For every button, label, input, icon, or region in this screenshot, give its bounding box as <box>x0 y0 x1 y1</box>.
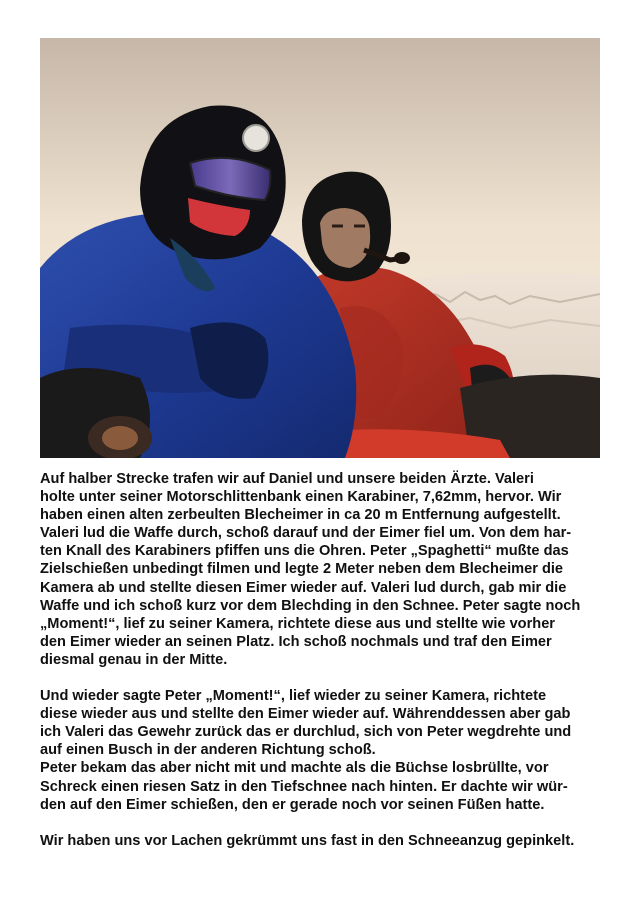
text-line: den Eimer wieder an seinen Platz. Ich schoß nochmals und traf den Eimer <box>40 633 552 650</box>
paragraph-1 <box>40 470 602 669</box>
text-line: holte unter seiner Motorschlittenbank einen Karabiner, 7,62mm, hervor. Wir <box>40 489 562 506</box>
paragraph-2 <box>40 687 602 814</box>
paragraph-3 <box>40 832 602 850</box>
text-line: haben einen alten zerbeulten Blecheimer in ca 20 m Entfernung aufgestellt. <box>40 507 561 524</box>
text-line: den auf den Eimer schießen, den er gerade noch vor seinen Füßen hatte. <box>40 796 545 813</box>
text-line: Valeri lud die Waffe durch, schoß darauf und der Eimer fiel um. Von dem har- <box>40 525 572 542</box>
text-line: auf einen Busch in der anderen Richtung schoß. <box>40 742 376 759</box>
text-line: Waffe und ich schoß kurz vor dem Blechding in den Schnee. Peter sagte noch <box>40 597 581 614</box>
text-line: Peter bekam das aber nicht mit und machte als die Büchse losbrüllte, vor <box>40 760 549 777</box>
story-text <box>40 470 602 850</box>
photo-two-people-in-snow <box>40 38 600 458</box>
text-line: Schreck einen riesen Satz in den Tiefschnee nach hinten. Er dachte wir wür- <box>40 778 568 795</box>
text-line: Kamera ab und stellte diesen Eimer wieder auf. Valeri lud durch, gab mir die <box>40 579 567 596</box>
text-line: diesmal genau in der Mitte. <box>40 651 228 668</box>
text-line: diese wieder aus und stellte den Eimer wieder auf. Währenddessen aber gab <box>40 706 571 723</box>
photo-illustration <box>40 38 600 458</box>
text-line: Und wieder sagte Peter „Moment!“, lief wieder zu seiner Kamera, richtete <box>40 688 547 705</box>
text-line: „Moment!“, lief zu seiner Kamera, richtete diese aus und stellte wie vorher <box>40 615 555 632</box>
text-line: ten Knall des Karabiners pfiffen uns die Ohren. Peter „Spaghetti“ mußte das <box>40 543 569 560</box>
text-line: Auf halber Strecke trafen wir auf Daniel und unsere beiden Ärzte. Valeri <box>40 471 534 487</box>
text-line: Wir haben uns vor Lachen gekrümmt uns fast in den Schneeanzug gepinkelt. <box>40 832 575 849</box>
text-line: Zielschießen unbedingt filmen und legte 2 Meter neben dem Blecheimer die <box>40 561 564 578</box>
text-line: ich Valeri das Gewehr zurück das er durchlud, sich von Peter wegdrehte und <box>40 724 572 741</box>
